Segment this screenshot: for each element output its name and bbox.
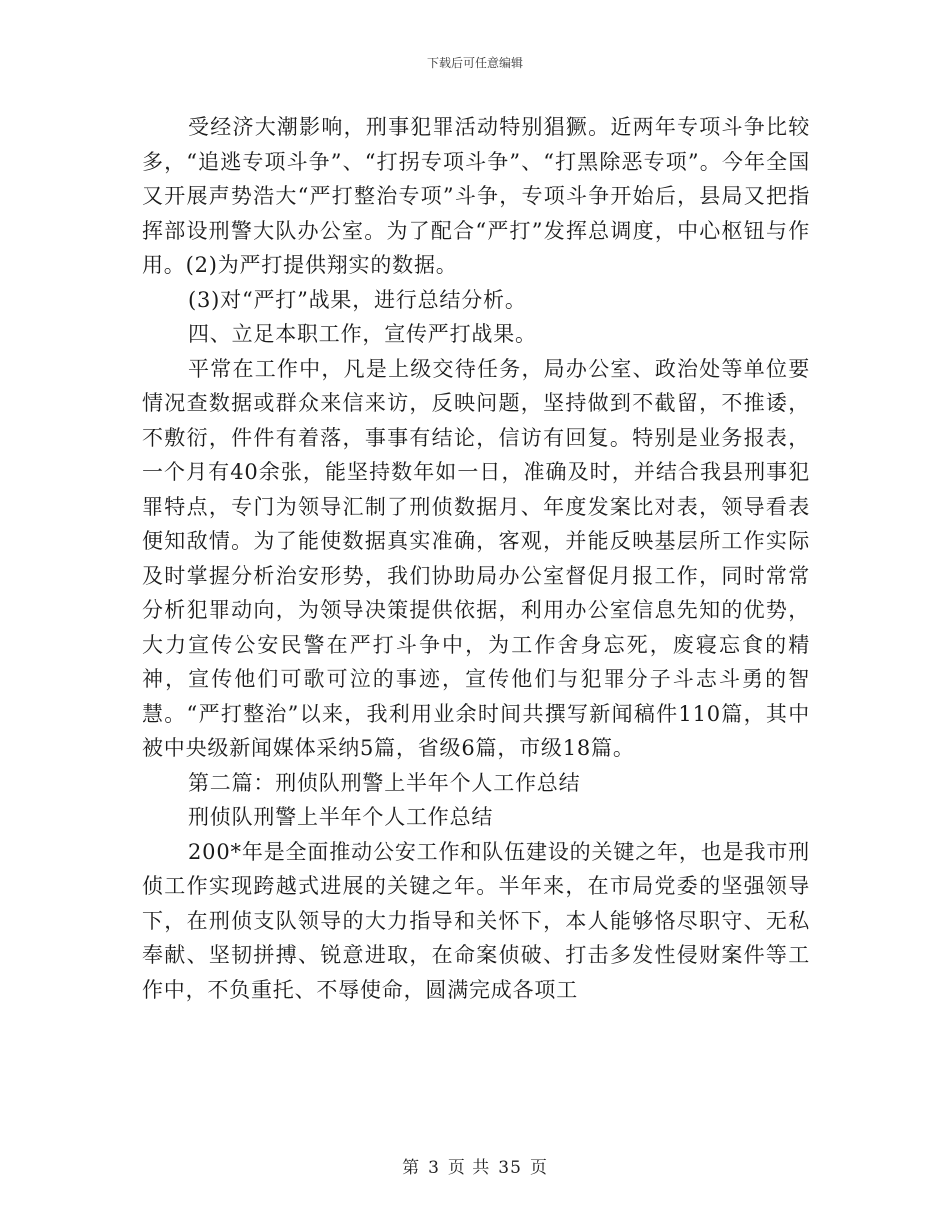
footer-prefix: 第	[402, 1158, 421, 1178]
section-heading: 四、立足本职工作，宣传严打战果。	[188, 322, 537, 346]
total-pages-number: 35	[498, 1158, 522, 1178]
paragraph: 200*年是全面推动公安工作和队伍建设的关键之年，也是我市刑侦工作实现跨越式进展的关键之年。半年来，在市局党委的坚强领导下，在刑侦支队领导的大力指导和关怀下，本人能够恪尽职守、无私奉献、坚韧拼搏、锐意进取，在命案侦破、打击多发性侵财案件等工作中，不负重托、不辱使命，圆满完成各项工	[142, 839, 810, 1002]
footer-middle: 页 共	[447, 1158, 491, 1178]
article-title: 刑侦队刑警上半年个人工作总结	[188, 805, 494, 829]
paragraph: 受经济大潮影响，刑事犯罪活动特别猖獗。近两年专项斗争比较多，“追逃专项斗争”、“打拐专项斗争”、“打黑除恶专项”。今年全国又开展声势浩大“严打整治专项”斗争，专项斗争开始后，县局又把指挥部设刑警大队办公室。为了配合“严打”发挥总调度，中心枢钮与作用。(2)为严打提供翔实的数据。	[142, 115, 810, 277]
document-body	[142, 110, 810, 1007]
page-header: 下载后可任意编辑	[426, 56, 523, 70]
footer-suffix: 页	[529, 1158, 548, 1178]
current-page-number: 3	[428, 1158, 440, 1178]
paragraph: 平常在工作中，凡是上级交待任务，局办公室、政治处等单位要情况查数据或群众来信来访，反映问题，坚持做到不截留，不推诿，不敷衍，件件有着落，事事有结论，信访有回复。特别是业务报表，一个月有40余张，能坚持数年如一日，准确及时，并结合我县刑事犯罪特点，专门为领导汇制了刑侦数据月、年度发案比对表，领导看表便知敌情。为了能使数据真实准确，客观，并能反映基层所工作实际及时掌握分析治安形势，我们协助局办公室督促月报工作，同时常常分析犯罪动向，为领导决策提供依据，利用办公室信息先知的优势，大力宣传公安民警在严打斗争中，为工作舍身忘死，废寝忘食的精神，宣传他们可歌可泣的事迹，宣传他们与犯罪分子斗志斗勇的智慧。“严打整治”以来，我利用业余时间共撰写新闻稿件110篇，其中被中央级新闻媒体采纳5篇，省级6篇，市级18篇。	[142, 356, 810, 760]
page-footer	[0, 1153, 950, 1178]
article-heading: 第二篇：刑侦队刑警上半年个人工作总结	[188, 770, 581, 795]
paragraph: (3)对“严打”战果，进行总结分析。	[188, 287, 527, 312]
